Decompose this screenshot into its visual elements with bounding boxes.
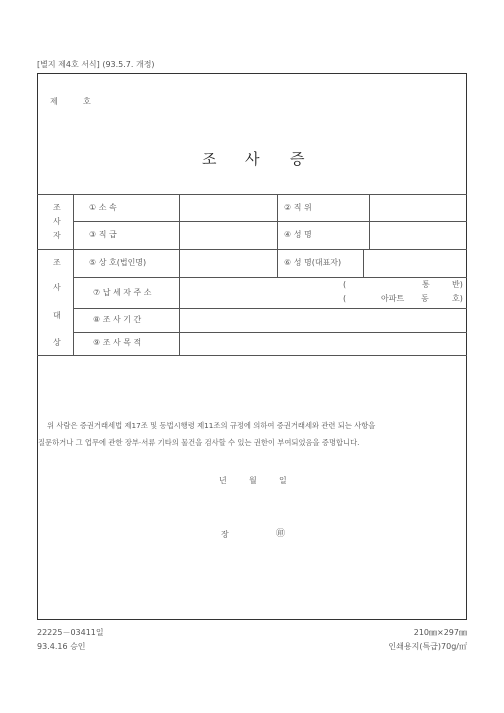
position-label: ② 직 위: [284, 203, 312, 212]
title-char-3: 증: [290, 150, 305, 168]
address-line1-open: (: [343, 280, 347, 289]
subject-side-char-1: 조: [53, 258, 61, 267]
address-line2-apt: 아파트: [381, 294, 405, 303]
name-label: ④ 성 명: [284, 230, 312, 239]
company-label: ⑤ 상 호(법인명): [89, 258, 147, 267]
seal-mark: ㊞: [276, 529, 286, 539]
subject-side-char-4: 상: [53, 338, 61, 347]
address-line1-ban: 반): [452, 280, 463, 289]
right-label-divider: [369, 194, 370, 249]
period-label: ⑧ 조 사 기 간: [93, 315, 142, 324]
investigator-side-char-3: 자: [53, 231, 61, 240]
date-day: 일: [279, 476, 287, 485]
statement-line-2: 질문하거나 그 업무에 관한 장부·서류 기타의 물건을 검사할 수 있는 권한이 부여되었음을 증명합니다.: [38, 438, 360, 447]
investigator-side-char-2: 사: [53, 217, 61, 226]
mid-divider: [277, 194, 278, 277]
address-line1-tong: 통: [422, 280, 430, 289]
rep-name-label: ⑥ 성 명(대표자): [284, 258, 342, 267]
section-divider: [37, 249, 467, 250]
address-label: ⑦ 납 세 자 주 소: [93, 288, 152, 297]
label-value-divider: [179, 194, 180, 355]
row-line: [73, 277, 467, 278]
investigator-side-char-1: 조: [53, 203, 61, 212]
title-char-2: 사: [245, 150, 260, 168]
doc-number-prefix: 제: [50, 97, 58, 106]
table-bottom-line: [37, 355, 467, 356]
purpose-label: ⑨ 조 사 목 적: [93, 338, 142, 347]
table-top-line: [37, 194, 467, 195]
right-label-divider-2: [363, 249, 364, 277]
address-line2-open: (: [343, 294, 347, 303]
footer-paper: 인쇄용지(특급)70g/㎡: [388, 642, 467, 651]
row-line: [73, 308, 467, 309]
footer-code: 22225－03411일: [37, 628, 104, 637]
address-line2-dong: 동: [421, 294, 429, 303]
signature-title: 장: [221, 530, 229, 539]
form-header: [별지 제4호 서식] (93.5.7. 개정): [37, 60, 155, 69]
address-line2-ho: 호): [452, 294, 463, 303]
footer-approval: 93.4.16 승인: [37, 642, 86, 651]
doc-number-suffix: 호: [83, 97, 91, 106]
footer-size: 210㎜×297㎜: [413, 628, 467, 637]
statement-line-1: 위 사람은 증권거래세법 제17조 및 동법시행령 제11조의 규정에 의하여 증권거래세와 관련 되는 사항을: [47, 421, 376, 430]
affiliation-label: [89, 203, 169, 213]
subject-side-char-3: 대: [53, 311, 61, 320]
side-label-divider: [73, 194, 74, 355]
affiliation-label-text: ① 소 속: [89, 203, 117, 212]
title-char-1: 조: [202, 150, 217, 168]
row-line: [73, 221, 467, 222]
grade-label: ③ 직 급: [89, 230, 117, 239]
date-month: 월: [249, 476, 257, 485]
date-year: 년: [219, 476, 227, 485]
subject-side-char-2: 사: [53, 283, 61, 292]
row-line: [73, 332, 467, 333]
